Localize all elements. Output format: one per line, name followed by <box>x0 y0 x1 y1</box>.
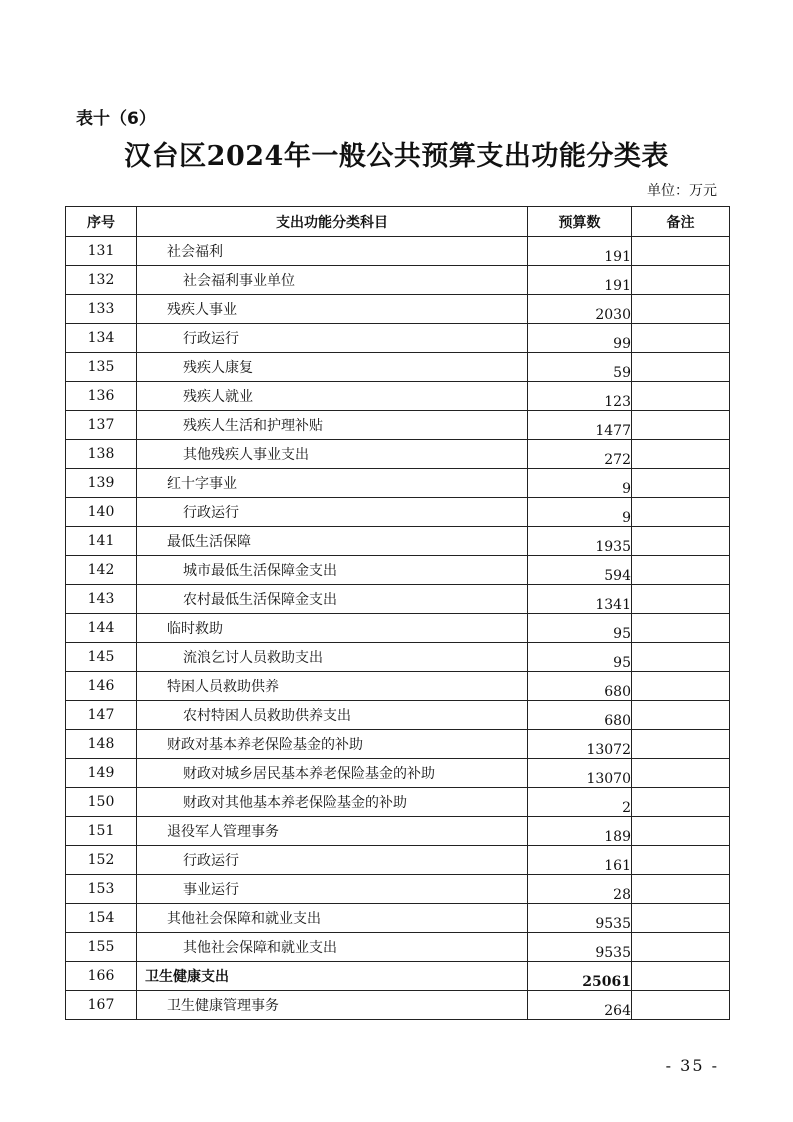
row-amount: 13072 <box>528 730 632 759</box>
table-body <box>66 237 730 1020</box>
row-category: 社会福利 <box>137 237 528 266</box>
row-note <box>632 875 730 904</box>
table-row <box>66 382 730 411</box>
row-note <box>632 556 730 585</box>
table-row <box>66 875 730 904</box>
row-note <box>632 991 730 1020</box>
row-amount: 191 <box>528 266 632 295</box>
row-amount: 272 <box>528 440 632 469</box>
table-header-row <box>66 207 730 237</box>
row-note <box>632 846 730 875</box>
row-category: 行政运行 <box>137 846 528 875</box>
row-category: 其他社会保障和就业支出 <box>137 904 528 933</box>
row-number: 138 <box>66 440 137 469</box>
row-number: 140 <box>66 498 137 527</box>
row-number: 149 <box>66 759 137 788</box>
row-note <box>632 353 730 382</box>
row-category: 卫生健康管理事务 <box>137 991 528 1020</box>
column-header-name: 支出功能分类科目 <box>137 207 528 237</box>
table-row <box>66 672 730 701</box>
row-amount: 123 <box>528 382 632 411</box>
row-note <box>632 585 730 614</box>
row-category: 退役军人管理事务 <box>137 817 528 846</box>
row-amount: 189 <box>528 817 632 846</box>
row-note <box>632 817 730 846</box>
table-row <box>66 498 730 527</box>
row-note <box>632 382 730 411</box>
row-note <box>632 411 730 440</box>
row-number: 167 <box>66 991 137 1020</box>
row-number: 136 <box>66 382 137 411</box>
row-note <box>632 237 730 266</box>
row-category: 残疾人就业 <box>137 382 528 411</box>
row-amount: 95 <box>528 643 632 672</box>
row-note <box>632 440 730 469</box>
row-number: 166 <box>66 962 137 991</box>
table-row <box>66 469 730 498</box>
row-note <box>632 643 730 672</box>
page-title: 汉台区2024年一般公共预算支出功能分类表 <box>124 141 669 172</box>
row-number: 141 <box>66 527 137 556</box>
row-note <box>632 904 730 933</box>
row-amount: 1477 <box>528 411 632 440</box>
row-number: 146 <box>66 672 137 701</box>
table-row <box>66 614 730 643</box>
row-amount: 9535 <box>528 933 632 962</box>
row-number: 142 <box>66 556 137 585</box>
table-row <box>66 353 730 382</box>
row-amount: 1341 <box>528 585 632 614</box>
unit-label: 单位：万元 <box>647 183 717 199</box>
row-number: 135 <box>66 353 137 382</box>
row-amount: 594 <box>528 556 632 585</box>
row-category: 财政对基本养老保险基金的补助 <box>137 730 528 759</box>
row-category: 特困人员救助供养 <box>137 672 528 701</box>
table-row <box>66 846 730 875</box>
budget-table <box>65 206 730 1020</box>
row-note <box>632 962 730 991</box>
row-amount: 99 <box>528 324 632 353</box>
row-amount: 95 <box>528 614 632 643</box>
table-row <box>66 295 730 324</box>
table-row <box>66 411 730 440</box>
table-row <box>66 527 730 556</box>
row-amount: 161 <box>528 846 632 875</box>
table-row <box>66 991 730 1020</box>
row-note <box>632 701 730 730</box>
row-amount: 13070 <box>528 759 632 788</box>
table-row <box>66 643 730 672</box>
table-row <box>66 730 730 759</box>
table-row <box>66 324 730 353</box>
row-amount: 2030 <box>528 295 632 324</box>
row-amount: 680 <box>528 672 632 701</box>
table-row <box>66 904 730 933</box>
row-number: 133 <box>66 295 137 324</box>
row-note <box>632 469 730 498</box>
row-category: 残疾人生活和护理补贴 <box>137 411 528 440</box>
row-note <box>632 324 730 353</box>
table-row <box>66 266 730 295</box>
column-header-amount: 预算数 <box>528 207 632 237</box>
row-category: 残疾人事业 <box>137 295 528 324</box>
table-row <box>66 556 730 585</box>
row-note <box>632 933 730 962</box>
row-amount: 191 <box>528 237 632 266</box>
row-category: 卫生健康支出 <box>137 962 528 991</box>
row-category: 其他残疾人事业支出 <box>137 440 528 469</box>
row-amount: 28 <box>528 875 632 904</box>
row-number: 147 <box>66 701 137 730</box>
table-label: 表十（6） <box>76 109 156 129</box>
page-number: - 35 - <box>665 1056 719 1075</box>
row-amount: 9 <box>528 469 632 498</box>
row-number: 151 <box>66 817 137 846</box>
table-row <box>66 759 730 788</box>
row-category: 红十字事业 <box>137 469 528 498</box>
row-category: 行政运行 <box>137 324 528 353</box>
row-number: 134 <box>66 324 137 353</box>
row-category: 财政对城乡居民基本养老保险基金的补助 <box>137 759 528 788</box>
row-number: 150 <box>66 788 137 817</box>
row-note <box>632 266 730 295</box>
row-category: 最低生活保障 <box>137 527 528 556</box>
row-number: 154 <box>66 904 137 933</box>
table-row <box>66 788 730 817</box>
row-amount: 25061 <box>528 962 632 991</box>
row-note <box>632 730 730 759</box>
row-amount: 1935 <box>528 527 632 556</box>
table-row <box>66 933 730 962</box>
table-row <box>66 817 730 846</box>
row-number: 132 <box>66 266 137 295</box>
row-note <box>632 614 730 643</box>
row-category: 其他社会保障和就业支出 <box>137 933 528 962</box>
row-number: 144 <box>66 614 137 643</box>
row-note <box>632 759 730 788</box>
table-row <box>66 237 730 266</box>
column-header-note: 备注 <box>632 207 730 237</box>
row-category: 农村特困人员救助供养支出 <box>137 701 528 730</box>
row-category: 行政运行 <box>137 498 528 527</box>
row-amount: 680 <box>528 701 632 730</box>
table-row <box>66 440 730 469</box>
row-number: 131 <box>66 237 137 266</box>
row-number: 143 <box>66 585 137 614</box>
table-row <box>66 701 730 730</box>
row-note <box>632 295 730 324</box>
row-note <box>632 527 730 556</box>
row-category: 财政对其他基本养老保险基金的补助 <box>137 788 528 817</box>
row-note <box>632 788 730 817</box>
row-number: 139 <box>66 469 137 498</box>
row-amount: 9 <box>528 498 632 527</box>
row-note <box>632 498 730 527</box>
row-note <box>632 672 730 701</box>
row-category: 流浪乞讨人员救助支出 <box>137 643 528 672</box>
row-number: 155 <box>66 933 137 962</box>
row-number: 148 <box>66 730 137 759</box>
row-category: 临时救助 <box>137 614 528 643</box>
table-row <box>66 962 730 991</box>
table-row <box>66 585 730 614</box>
row-category: 事业运行 <box>137 875 528 904</box>
row-category: 残疾人康复 <box>137 353 528 382</box>
row-category: 农村最低生活保障金支出 <box>137 585 528 614</box>
column-header-no: 序号 <box>66 207 137 237</box>
row-category: 城市最低生活保障金支出 <box>137 556 528 585</box>
row-amount: 59 <box>528 353 632 382</box>
row-number: 152 <box>66 846 137 875</box>
row-category: 社会福利事业单位 <box>137 266 528 295</box>
row-amount: 2 <box>528 788 632 817</box>
row-amount: 9535 <box>528 904 632 933</box>
row-number: 153 <box>66 875 137 904</box>
row-amount: 264 <box>528 991 632 1020</box>
row-number: 145 <box>66 643 137 672</box>
row-number: 137 <box>66 411 137 440</box>
